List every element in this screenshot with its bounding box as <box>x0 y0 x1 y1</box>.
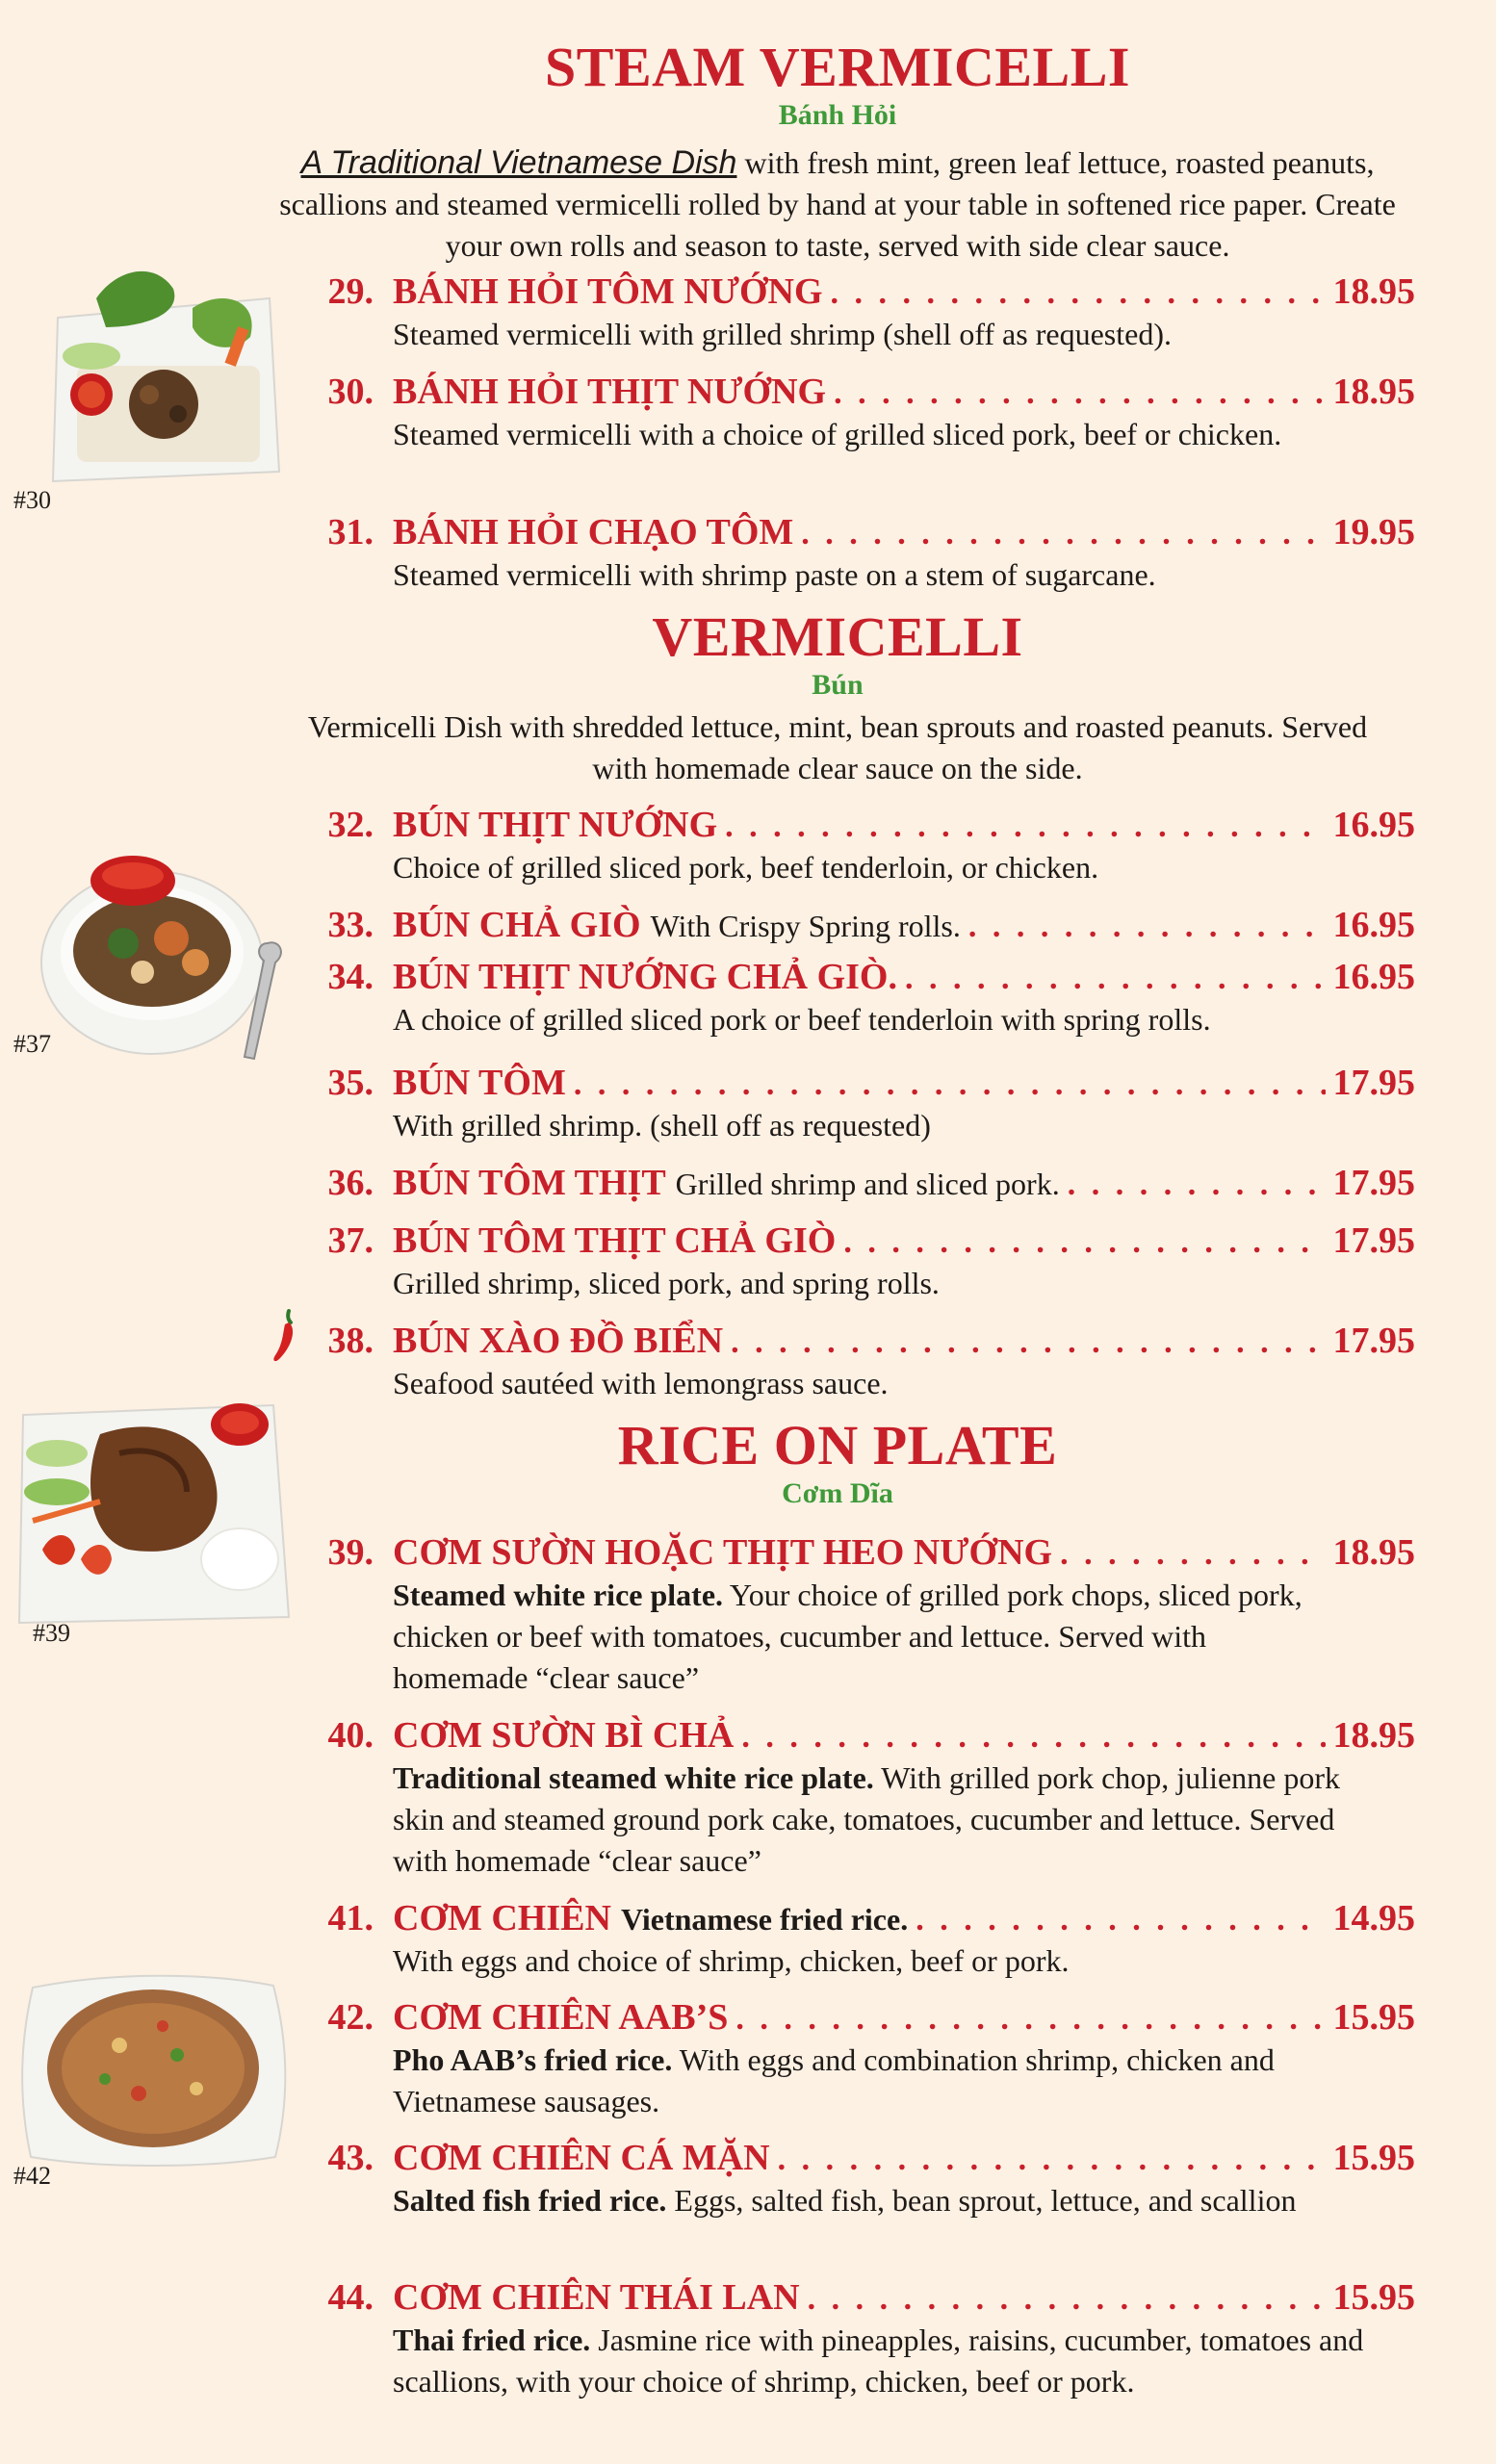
item-name: CƠM SƯỜN HOẶC THỊT HEO NƯỚNG <box>393 1532 1053 1573</box>
item-description <box>374 2040 1394 2122</box>
item-description: A choice of grilled sliced pork or beef tenderloin with spring rolls. <box>393 1002 1211 1037</box>
item-price: 18.95 <box>1332 1532 1415 1573</box>
item-number: 43. <box>327 2138 374 2178</box>
item-price: 18.95 <box>1332 271 1415 312</box>
section-title-vermicelli: VERMICELLI <box>652 605 1023 668</box>
item-name: BÚN THỊT NƯỚNG CHẢ GIÒ. <box>393 957 897 997</box>
intro-rest: with fresh mint, green leaf lettuce, roasted peanuts, scallions and steamed vermicelli rolled by hand at your table in softened rice paper. Create your own rolls and season to taste, served with side clear sauce. <box>279 145 1396 263</box>
intro-lead: A Traditional Vietnamese Dish <box>300 144 737 181</box>
dish-photo-42 <box>13 1968 293 2170</box>
item-name: CƠM CHIÊN CÁ MẶN <box>393 2138 770 2178</box>
dot-leader <box>741 1715 1325 1759</box>
item-number: 42. <box>327 1997 374 2038</box>
item-name: BÁNH HỎI TÔM NƯỚNG <box>393 271 823 312</box>
item-number: 36. <box>327 1163 374 1203</box>
item-description-lead: Pho AAB’s fried rice. <box>393 2042 673 2077</box>
dish-photo-39 <box>13 1396 298 1627</box>
item-description: Steamed vermicelli with a choice of grilled sliced pork, beef or chicken. <box>393 417 1282 451</box>
menu-item-39 <box>289 1530 1415 1699</box>
item-number: 39. <box>327 1532 374 1573</box>
item-price: 17.95 <box>1332 1063 1415 1103</box>
item-number: 34. <box>327 957 374 997</box>
item-description-lead: Salted fish fried rice. <box>393 2183 667 2218</box>
item-note: Grilled shrimp and sliced pork. <box>675 1167 1060 1201</box>
item-name: BÁNH HỎI THỊT NƯỚNG <box>393 372 827 412</box>
item-description-lead: Traditional steamed white rice plate. <box>393 1760 874 1795</box>
item-name: CƠM CHIÊN THÁI LAN <box>393 2277 800 2318</box>
menu-item-33 <box>289 903 1415 947</box>
item-description: Grilled shrimp, sliced pork, and spring rolls. <box>393 1266 940 1300</box>
dot-leader <box>808 2277 1326 2322</box>
menu-item-35 <box>289 1061 1415 1146</box>
photo-caption-42: #42 <box>13 2162 51 2190</box>
item-name: BÚN XÀO ĐỒ BIỂN <box>393 1321 724 1361</box>
item-description: Choice of grilled sliced pork, beef tenderloin, or chicken. <box>393 850 1099 885</box>
photo-caption-39: #39 <box>33 1619 70 1647</box>
item-price: 15.95 <box>1332 2277 1415 2318</box>
item-number: 35. <box>327 1063 374 1103</box>
item-price: 15.95 <box>1332 1997 1415 2038</box>
section-subtitle-bun: Bún <box>812 669 864 701</box>
item-number: 41. <box>327 1898 374 1938</box>
item-description-rest: With eggs and combination shrimp, chicken and Vietnamese sausages. <box>393 2042 1275 2118</box>
section-subtitle-com-dia: Cơm Dĩa <box>782 1477 893 1509</box>
item-name: CƠM SƯỜN BÌ CHẢ <box>393 1715 735 1756</box>
item-number: 30. <box>327 372 374 412</box>
item-note: Vietnamese fried rice. <box>620 1902 909 1937</box>
photo-caption-37: #37 <box>13 1030 51 1058</box>
item-name: BÚN TÔM <box>393 1063 566 1103</box>
item-number: 37. <box>327 1220 374 1261</box>
item-description: Steamed vermicelli with grilled shrimp (shell off as requested). <box>393 317 1172 351</box>
item-description: Seafood sautéed with lemongrass sauce. <box>393 1366 889 1400</box>
item-price: 17.95 <box>1332 1163 1415 1203</box>
item-description-rest: Eggs, salted fish, bean sprout, lettuce, and scallion <box>666 2183 1297 2218</box>
item-description-rest: Jasmine rice with pineapples, raisins, cucumber, tomatoes and scallions, with your choice of shrimp, chicken, beef or pork. <box>393 2323 1364 2399</box>
item-description <box>374 2180 1317 2221</box>
menu-item-32 <box>289 803 1415 888</box>
section-intro-vermicelli: Vermicelli Dish with shredded lettuce, mint, bean sprouts and roasted peanuts. Served with homemade clear sauce on the side. <box>307 709 1368 785</box>
menu-item-36 <box>289 1161 1415 1205</box>
dot-leader <box>968 905 1326 949</box>
item-number: 44. <box>327 2277 374 2318</box>
item-price: 16.95 <box>1332 957 1415 997</box>
item-description-rest: With grilled pork chop, julienne pork skin and steamed ground pork cake, tomatoes, cucumber and lettuce. Served with homemade “clear sauce” <box>393 1760 1341 1878</box>
item-price: 18.95 <box>1332 372 1415 412</box>
menu-item-34 <box>289 955 1415 1040</box>
item-description-lead: Thai fried rice. <box>393 2323 591 2357</box>
item-name: BÚN TÔM THỊT <box>393 1163 666 1203</box>
menu-item-44 <box>289 2275 1415 2402</box>
item-name: CƠM CHIÊN <box>393 1898 611 1938</box>
item-number: 32. <box>327 805 374 845</box>
item-note: With Crispy Spring rolls. <box>650 909 961 943</box>
item-name: CƠM CHIÊN AAB’S <box>393 1997 729 2038</box>
dot-leader <box>735 1997 1325 2041</box>
section-title-rice-on-plate: RICE ON PLATE <box>617 1414 1058 1476</box>
menu-item-40 <box>289 1713 1415 1882</box>
menu-item-37 <box>289 1219 1415 1304</box>
item-description-lead: Steamed white rice plate. <box>393 1578 724 1612</box>
dot-leader <box>916 1898 1325 1942</box>
section-intro-steam-vermicelli <box>279 142 1396 267</box>
item-description <box>374 2320 1394 2402</box>
dot-leader <box>574 1063 1326 1107</box>
menu-item-42 <box>289 1995 1415 2122</box>
menu-item-30 <box>289 370 1415 455</box>
dot-leader <box>831 271 1326 316</box>
dot-leader <box>834 372 1325 416</box>
section-subtitle-banh-hoi: Bánh Hỏi <box>778 99 897 131</box>
item-description-rest: Your choice of grilled pork chops, sliced pork, chicken or beef with tomatoes, cucumber and lettuce. Served with homemade “clear sauce” <box>393 1578 1303 1695</box>
item-description: With grilled shrimp. (shell off as requested) <box>393 1108 931 1142</box>
dot-leader <box>843 1220 1325 1265</box>
item-name: BÚN TÔM THỊT CHẢ GIÒ <box>393 1220 837 1261</box>
item-number: 40. <box>327 1715 374 1756</box>
dot-leader <box>905 957 1326 1001</box>
dot-leader <box>1060 1532 1325 1577</box>
item-price: 18.95 <box>1332 1715 1415 1756</box>
menu-item-41 <box>289 1896 1415 1982</box>
item-price: 17.95 <box>1332 1321 1415 1361</box>
item-number: 29. <box>327 271 374 312</box>
item-price: 15.95 <box>1332 2138 1415 2178</box>
item-number: 38. <box>327 1321 374 1361</box>
item-price: 14.95 <box>1332 1898 1415 1938</box>
item-price: 17.95 <box>1332 1220 1415 1261</box>
dot-leader <box>801 512 1325 556</box>
photo-caption-30: #30 <box>13 486 51 514</box>
item-description: Steamed vermicelli with shrimp paste on a stem of sugarcane. <box>393 557 1156 592</box>
item-number: 33. <box>327 905 374 945</box>
menu-item-29 <box>289 270 1415 355</box>
dish-photo-30 <box>39 260 289 491</box>
item-name: BÁNH HỎI CHẠO TÔM <box>393 512 794 552</box>
dot-leader <box>1068 1163 1326 1207</box>
item-description <box>374 1575 1317 1699</box>
item-number: 31. <box>327 512 374 552</box>
menu-item-43 <box>289 2136 1415 2221</box>
item-price: 16.95 <box>1332 805 1415 845</box>
dot-leader <box>778 2138 1326 2182</box>
section-title-steam-vermicelli: STEAM VERMICELLI <box>545 36 1130 98</box>
menu-item-38 <box>289 1319 1415 1404</box>
item-description: With eggs and choice of shrimp, chicken, beef or pork. <box>393 1943 1070 1978</box>
dot-leader <box>725 805 1325 849</box>
item-name: BÚN THỊT NƯỚNG <box>393 805 718 845</box>
menu-item-31 <box>289 510 1415 596</box>
item-price: 19.95 <box>1332 512 1415 552</box>
dot-leader <box>731 1321 1325 1365</box>
dish-photo-37 <box>27 847 316 1078</box>
item-name: BÚN CHẢ GIÒ <box>393 905 641 945</box>
item-price: 16.95 <box>1332 905 1415 945</box>
item-description <box>374 1758 1394 1882</box>
